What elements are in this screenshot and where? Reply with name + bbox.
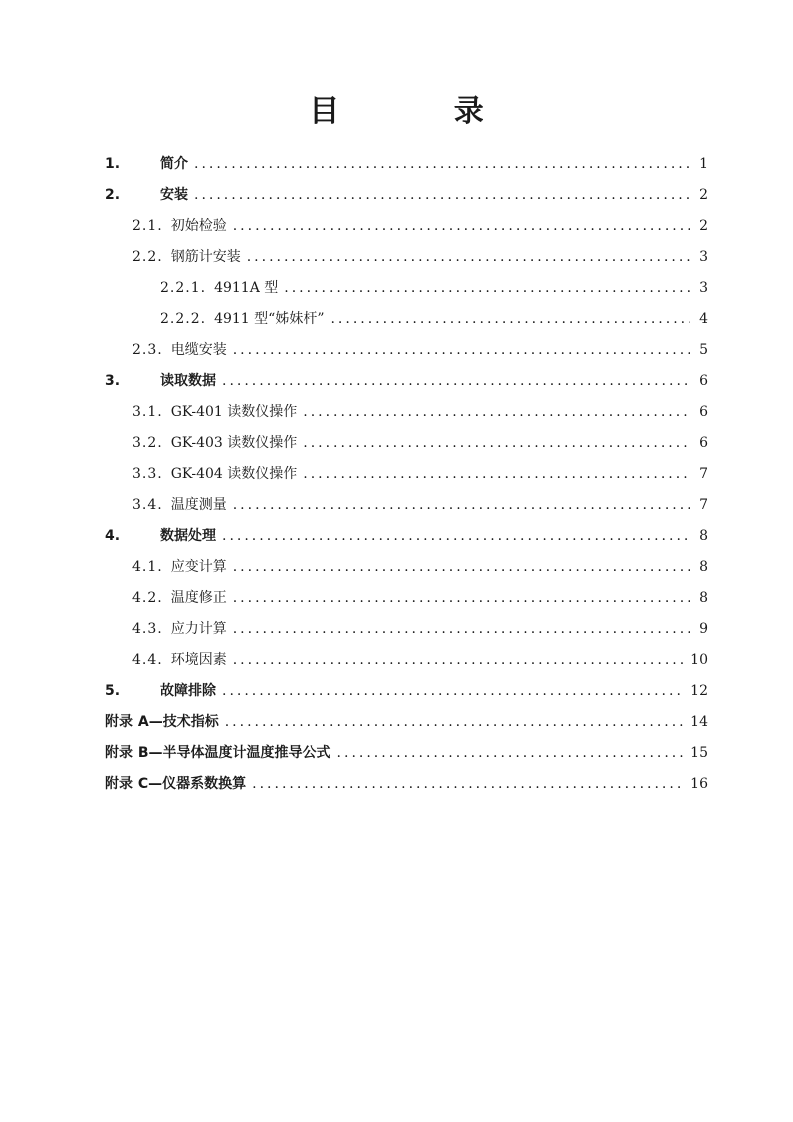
- toc-number: 3.3.: [132, 466, 163, 482]
- toc-page-number: 10: [690, 652, 708, 668]
- toc-label: 应力计算: [170, 621, 227, 637]
- toc-entry[interactable]: [105, 366, 708, 397]
- leader-dots: [233, 490, 690, 521]
- leader-dots: [247, 242, 690, 273]
- toc-entry[interactable]: [105, 490, 708, 521]
- toc-entry[interactable]: [105, 521, 708, 552]
- toc-label: 温度修正: [170, 590, 227, 606]
- toc-page-number: 8: [699, 559, 708, 575]
- leader-dots: [222, 521, 690, 552]
- toc-number: 5.: [105, 683, 121, 699]
- leader-dots: [233, 552, 690, 583]
- toc-label: 环境因素: [170, 652, 227, 668]
- toc-entry[interactable]: [105, 645, 708, 676]
- toc-number: 4.3.: [132, 621, 163, 637]
- toc-entry[interactable]: [105, 211, 708, 242]
- leader-dots: [284, 273, 690, 304]
- toc-label: 初始检验: [170, 218, 227, 234]
- leader-dots: [194, 180, 690, 211]
- toc-entry-appendix[interactable]: [105, 738, 708, 769]
- toc-label: 附录 B—半导体温度计温度推导公式: [105, 745, 331, 761]
- toc-label: GK-401 读数仪操作: [170, 404, 298, 420]
- leader-dots: [233, 211, 690, 242]
- toc-number: 2.2.: [132, 249, 163, 265]
- toc-label: 简介: [160, 156, 188, 172]
- leader-dots: [233, 583, 690, 614]
- leader-dots: [222, 366, 690, 397]
- toc-page-number: 4: [699, 311, 708, 327]
- toc-number: 4.2.: [132, 590, 163, 606]
- leader-dots: [194, 149, 690, 180]
- toc-page-number: 2: [699, 218, 708, 234]
- toc-page-number: 14: [690, 714, 708, 730]
- toc-entry[interactable]: [105, 459, 708, 490]
- toc-label: 安装: [160, 187, 188, 203]
- toc-page-number: 15: [690, 745, 708, 761]
- toc-number: 4.1.: [132, 559, 163, 575]
- toc-page-number: 6: [699, 404, 708, 420]
- toc-page-number: 8: [699, 528, 708, 544]
- page-title: 目 录: [309, 94, 536, 129]
- toc-number: 3.: [105, 373, 121, 389]
- leader-dots: [337, 738, 685, 769]
- toc-number: 2.3.: [132, 342, 163, 358]
- toc-page-number: 5: [699, 342, 708, 358]
- toc-page-number: 7: [699, 466, 708, 482]
- toc-label: 应变计算: [170, 559, 227, 575]
- toc-number: 2.: [105, 187, 121, 203]
- toc-page-number: 6: [699, 373, 708, 389]
- toc-entry[interactable]: [105, 149, 708, 180]
- leader-dots: [233, 614, 690, 645]
- toc-page-number: 8: [699, 590, 708, 606]
- toc-entry[interactable]: [105, 583, 708, 614]
- toc-entry[interactable]: [105, 242, 708, 273]
- toc-number: 2.2.2.: [160, 311, 207, 327]
- toc-label: 附录 C—仪器系数换算: [105, 776, 247, 792]
- toc-label: 故障排除: [160, 683, 216, 699]
- toc-number: 2.1.: [132, 218, 163, 234]
- leader-dots: [303, 397, 690, 428]
- leader-dots: [233, 335, 690, 366]
- toc-entry[interactable]: [105, 676, 708, 707]
- table-of-contents: [105, 149, 708, 800]
- leader-dots: [303, 428, 690, 459]
- leader-dots: [233, 645, 684, 676]
- toc-label: 附录 A—技术指标: [105, 714, 219, 730]
- toc-label: 读取数据: [160, 373, 216, 389]
- toc-page-number: 3: [699, 280, 708, 296]
- leader-dots: [222, 676, 684, 707]
- toc-entry[interactable]: [105, 552, 708, 583]
- toc-entry[interactable]: [105, 335, 708, 366]
- toc-label: GK-404 读数仪操作: [170, 466, 298, 482]
- toc-number: 2.2.1.: [160, 280, 207, 296]
- leader-dots: [225, 707, 684, 738]
- leader-dots: [252, 769, 684, 800]
- toc-page-number: 9: [699, 621, 708, 637]
- toc-number: 3.2.: [132, 435, 163, 451]
- leader-dots: [330, 304, 690, 335]
- toc-label: GK-403 读数仪操作: [170, 435, 298, 451]
- toc-page-number: 16: [690, 776, 708, 792]
- toc-number: 4.: [105, 528, 121, 544]
- toc-number: 1.: [105, 156, 121, 172]
- toc-number: 4.4.: [132, 652, 163, 668]
- toc-page-number: 6: [699, 435, 708, 451]
- toc-entry-appendix[interactable]: [105, 769, 708, 800]
- toc-entry[interactable]: [105, 397, 708, 428]
- toc-number: 3.4.: [132, 497, 163, 513]
- toc-label: 4911 型“姊妹杆”: [214, 311, 325, 327]
- toc-entry[interactable]: [105, 304, 708, 335]
- toc-page-number: 3: [699, 249, 708, 265]
- toc-page-number: 1: [699, 156, 708, 172]
- leader-dots: [303, 459, 690, 490]
- toc-entry[interactable]: [105, 273, 708, 304]
- toc-label: 4911A 型: [214, 280, 279, 296]
- toc-entry-appendix[interactable]: [105, 707, 708, 738]
- toc-page-number: 2: [699, 187, 708, 203]
- toc-entry[interactable]: [105, 428, 708, 459]
- toc-label: 电缆安装: [170, 342, 227, 358]
- toc-label: 温度测量: [170, 497, 227, 513]
- toc-number: 3.1.: [132, 404, 163, 420]
- toc-page-number: 7: [699, 497, 708, 513]
- toc-label: 数据处理: [160, 528, 216, 544]
- toc-entry[interactable]: [105, 614, 708, 645]
- toc-entry[interactable]: [105, 180, 708, 211]
- toc-label: 钢筋计安装: [170, 249, 241, 265]
- toc-page-number: 12: [690, 683, 708, 699]
